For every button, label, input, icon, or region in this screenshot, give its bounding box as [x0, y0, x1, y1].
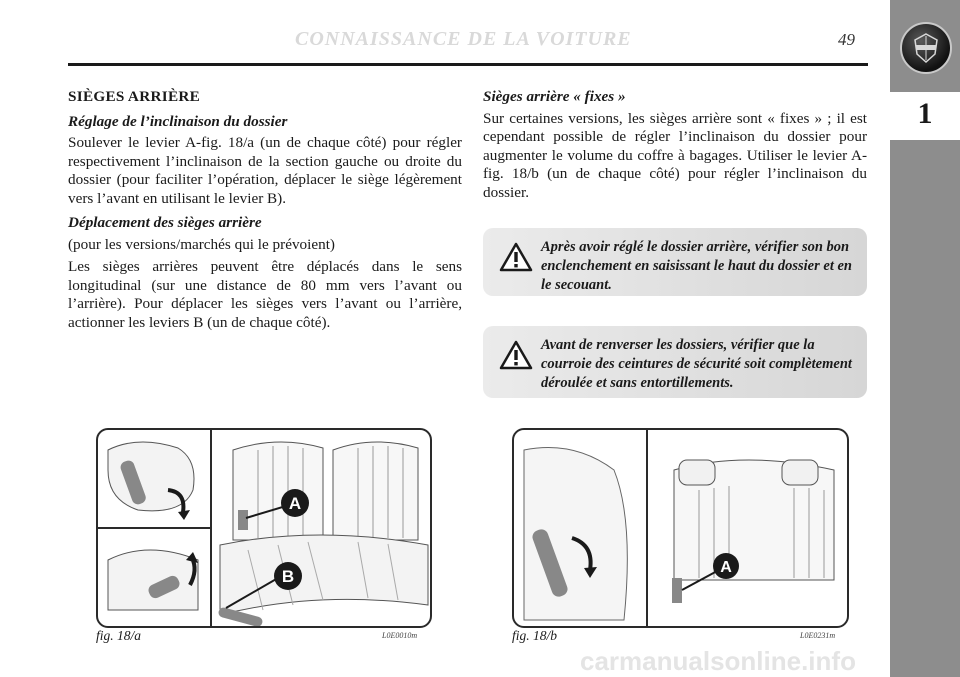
figure-code: L0E0010m [382, 631, 418, 640]
figure-code: L0E0231m [800, 631, 836, 640]
right-column [483, 88, 867, 208]
warning-triangle-icon [499, 242, 533, 272]
page-number: 49 [838, 30, 855, 49]
subsection-title-recline: Réglage de l’inclinaison du dossier [68, 112, 288, 130]
lancia-shield-icon [910, 32, 942, 64]
header-title: CONNAISSANCE DE LA VOITURE [295, 28, 632, 50]
paragraph-fixed: Sur certaines versions, les sièges arrière sont « fixes » ; il est cependant possible de régler l’inclinaison du dossier pour augmenter le volume du coffre à bagages. Utiliser le levier A-fig. 18/b (un de chaque côté) pour régler l’inclinaison du dossier. [483, 109, 867, 201]
rear-seat-illustration [98, 430, 430, 626]
watermark: carmanualsonline.info [580, 646, 856, 676]
figure-caption: fig. 18/b [512, 628, 558, 643]
subsection-title-sliding: Déplacement des sièges arrière [68, 214, 262, 231]
left-column [68, 88, 462, 338]
callout-b: B [281, 567, 295, 586]
section-title: SIÈGES ARRIÈRE [68, 88, 201, 105]
subsection-title-fixed: Sièges arrière « fixes » [483, 88, 626, 105]
figure-18a-illustration [96, 428, 432, 628]
chapter-number: 1 [917, 97, 933, 130]
warning-box [483, 326, 867, 398]
warning-triangle-icon [499, 340, 533, 370]
figure-caption: fig. 18/a [96, 628, 142, 643]
callout-a: A [288, 494, 302, 513]
chapter-sidebar [890, 0, 960, 677]
warning-text: Avant de renverser les dossiers, vérifier que la courroie des ceintures de sécurité soit complètement déroulée et sans entortillements. [541, 337, 852, 391]
warning-box [483, 228, 867, 296]
warning-text: Après avoir réglé le dossier arrière, vérifier son bon enclenchement en saisissant le haut du dossier et en le secouant. [541, 239, 852, 293]
header-divider [68, 63, 868, 66]
figure-18b-illustration [512, 428, 849, 628]
paragraph-sliding-note: (pour les versions/marchés qui le prévoient) [68, 235, 335, 253]
paragraph-sliding: Les sièges arrières peuvent être déplacés dans le sens longitudinal (sur une distance de 80 mm vers l’avant ou l’arrière). Pour déplacer les sièges vers l’avant ou l’arrière, actionner les leviers B (un de chaque côté). [68, 258, 462, 331]
fixed-rear-seat-illustration [514, 430, 847, 626]
callout-a: A [720, 559, 732, 576]
paragraph-recline: Soulever le levier A-fig. 18/a (un de chaque côté) pour régler respectivement l’inclinaison de la section gauche ou droite du dossier (pour faciliter l’opération, déplacer le siège légèrement vers l’avant en utilisant le levier B). [68, 134, 462, 207]
brand-logo [900, 22, 952, 74]
